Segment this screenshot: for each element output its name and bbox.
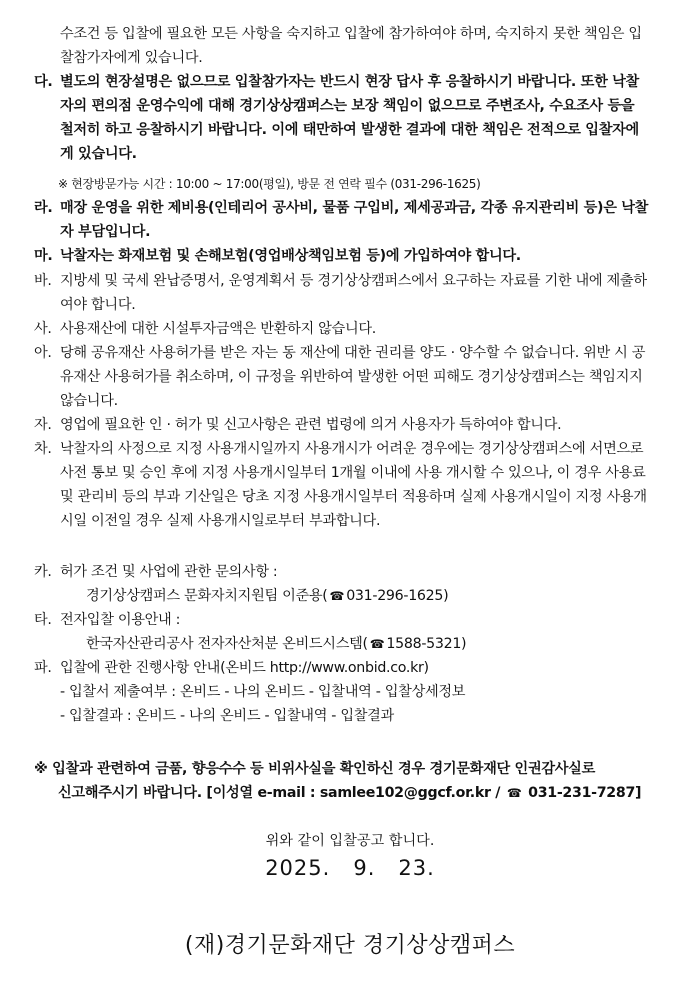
organization-name: (재)경기문화재단 경기상상캠퍼스 [184,933,516,958]
onbid-step-result: - 입찰결과 : 온비드 - 나의 온비드 - 입찰내역 - 입찰결과 [60,708,394,724]
item-pa: 파. 입찰에 관한 진행사항 안내(온비드 http://www.onbid.co.kr) [34,660,429,676]
contact-ta: 한국자산관리공사 전자자산처분 온비드시스템( ☎ 1588-5321) [86,636,467,652]
item-da: 다. 별도의 현장설명은 없으므로 입찰참가자는 반드시 현장 답사 후 응찰하시기 바랍니다. 또한 낙찰자의 편의점 운영수익에 대해 경기상상캠퍼스는 보장 책임이 없으므로 주변조사, 수요조사 등을 철저히 하고 응찰하시기 바랍니다. 이에 태만하여 발생한 결과에 대한 책임은 전적으로 입찰자에게 있습니다. [34,74,639,162]
item-ma: 마. 낙찰자는 화재보험 및 손해보험(영업배상책임보험 등)에 가입하여야 합니다. [34,248,521,264]
item-cha: 차. 낙찰자의 사정으로 지정 사용개시일까지 사용개시가 어려운 경우에는 경기상상캠퍼스에 서면으로 사전 통보 및 승인 후에 지정 사용개시일부터 1개월 이내에 사용 개시할 수 있으나, 이 경우 사용료 및 관리비 등의 부과 기산일은 당초 지정 사용개시일부터 적용하며 실제 사용개시일이 지정 사용개시일 이전일 경우 실제 사용개시일로부터 부과합니다. [34,441,647,529]
item-ka: 카. 허가 조건 및 사업에 관한 문의사항 : [34,564,278,580]
integrity-notice-line2: 신고해주시기 바랍니다. [이성열 e-mail : samlee102@ggcf.or.kr / ☎ 031-231-7287] [58,785,642,801]
phone-icon: ☎ [506,786,522,800]
contact-ka: 경기상상캠퍼스 문화자치지원팀 이준용( ☎ 031-296-1625) [86,588,449,604]
item-ta: 타. 전자입찰 이용안내 : [34,612,181,628]
closing-statement: 위와 같이 입찰공고 합니다. [265,833,435,849]
announcement-date: 2025. 9. 23. [265,856,435,880]
phone-icon: ☎ [329,589,345,603]
intro-continuation: 수조건 등 입찰에 필요한 모든 사항을 숙지하고 입찰에 참가하여야 하며, 숙지하지 못한 책임은 입찰참가자에게 있습니다. [60,26,642,66]
integrity-notice-line1: ※ 입찰과 관련하여 금품, 향응수수 등 비위사실을 확인하신 경우 경기문화재단 인권감사실로 [34,761,595,777]
item-sa: 사. 사용재산에 대한 시설투자금액은 반환하지 않습니다. [34,321,376,337]
visit-note: ※ 현장방문가능 시간 : 10:00 ~ 17:00(평일), 방문 전 연락 필수 (031-296-1625) [58,177,481,191]
phone-icon: ☎ [369,637,385,651]
item-a: 아. 당해 공유재산 사용허가를 받은 자는 동 재산에 대한 권리를 양도 · 양수할 수 없습니다. 위반 시 공유재산 사용허가를 취소하며, 이 규정을 위반하여 발생한 어떤 피해도 경기상상캠퍼스는 책임지지 않습니다. [34,345,646,409]
item-ja: 자. 영업에 필요한 인 · 허가 및 신고사항은 관련 법령에 의거 사용자가 득하여야 합니다. [34,417,562,433]
item-ba: 바. 지방세 및 국세 완납증명서, 운영계획서 등 경기상상캠퍼스에서 요구하는 자료를 기한 내에 제출하여야 합니다. [34,273,647,313]
item-ra: 라. 매장 운영을 위한 제비용(인테리어 공사비, 물품 구입비, 제세공과금, 각종 유지관리비 등)은 낙찰자 부담입니다. [34,200,649,240]
onbid-step-submission: - 입찰서 제출여부 : 온비드 - 나의 온비드 - 입찰내역 - 입찰상세정보 [60,684,466,700]
